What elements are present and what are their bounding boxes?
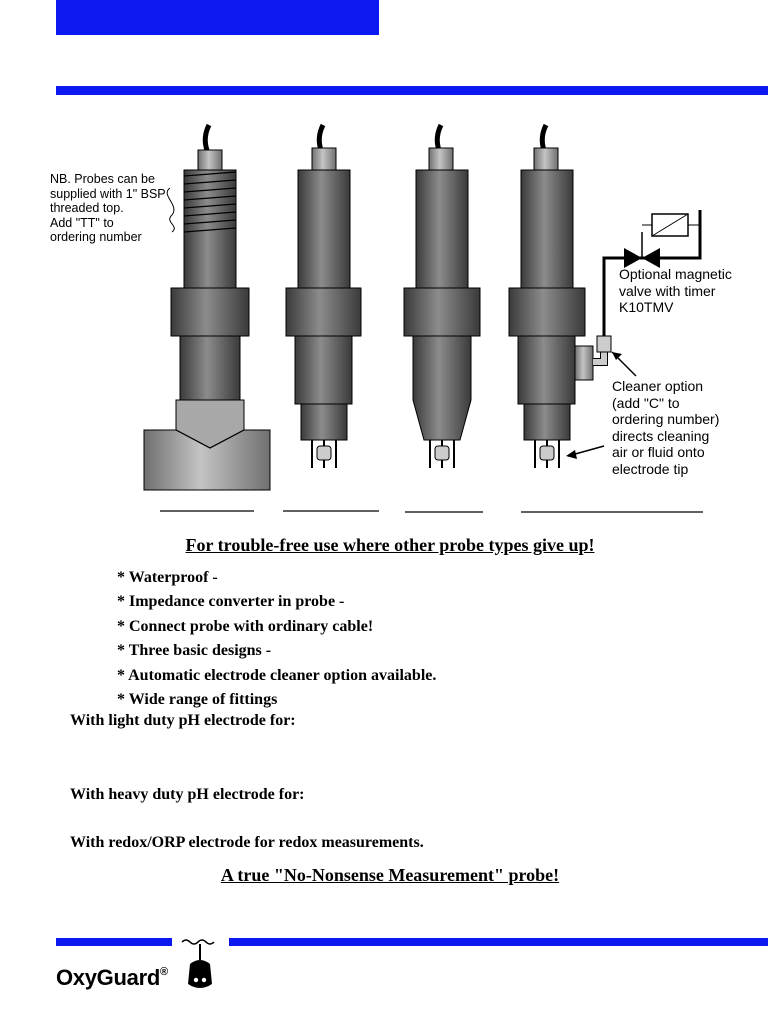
header-color-block	[56, 0, 379, 35]
feature-item: * Waterproof -	[117, 569, 218, 586]
cleaner-option-note: Cleaner option (add "C" to ordering number) directs cleaning air or fluid onto electrode tip	[612, 378, 720, 477]
feature-item: * Connect probe with ordinary cable!	[117, 617, 374, 635]
brand-text: OxyGuard	[56, 965, 160, 990]
brand-name	[56, 965, 168, 991]
feature-item: * Three basic designs -	[117, 642, 272, 660]
heavy-duty-line: With heavy duty pH electrode for:	[70, 786, 305, 803]
probe-tapered	[404, 125, 480, 468]
footer-rule-right	[229, 938, 768, 946]
feature-item: * Impedance converter in probe -	[117, 593, 345, 611]
magnetic-valve-note: Optional magnetic valve with timer K10TMV	[619, 266, 732, 315]
probe-standard	[286, 125, 361, 468]
feature-item: * Wide range of fittings	[117, 690, 278, 708]
redox-line: With redox/ORP electrode for redox measurements.	[70, 834, 424, 851]
light-duty-line: With light duty pH electrode for:	[70, 712, 296, 729]
closing-slogan: A true "No-Nonsense Measurement" probe!	[220, 865, 560, 885]
header-rule	[56, 86, 768, 95]
oxyguard-logo-icon	[180, 930, 220, 994]
threaded-top-note: NB. Probes can be supplied with 1" BSP threaded top. Add "TT" to ordering number	[50, 172, 166, 244]
feature-list	[117, 566, 436, 712]
footer-rule-left	[56, 938, 172, 946]
registered-mark: ®	[159, 965, 168, 978]
tagline: For trouble-free use where other probe types give up!	[185, 535, 595, 555]
feature-item: * Automatic electrode cleaner option available.	[117, 666, 437, 684]
